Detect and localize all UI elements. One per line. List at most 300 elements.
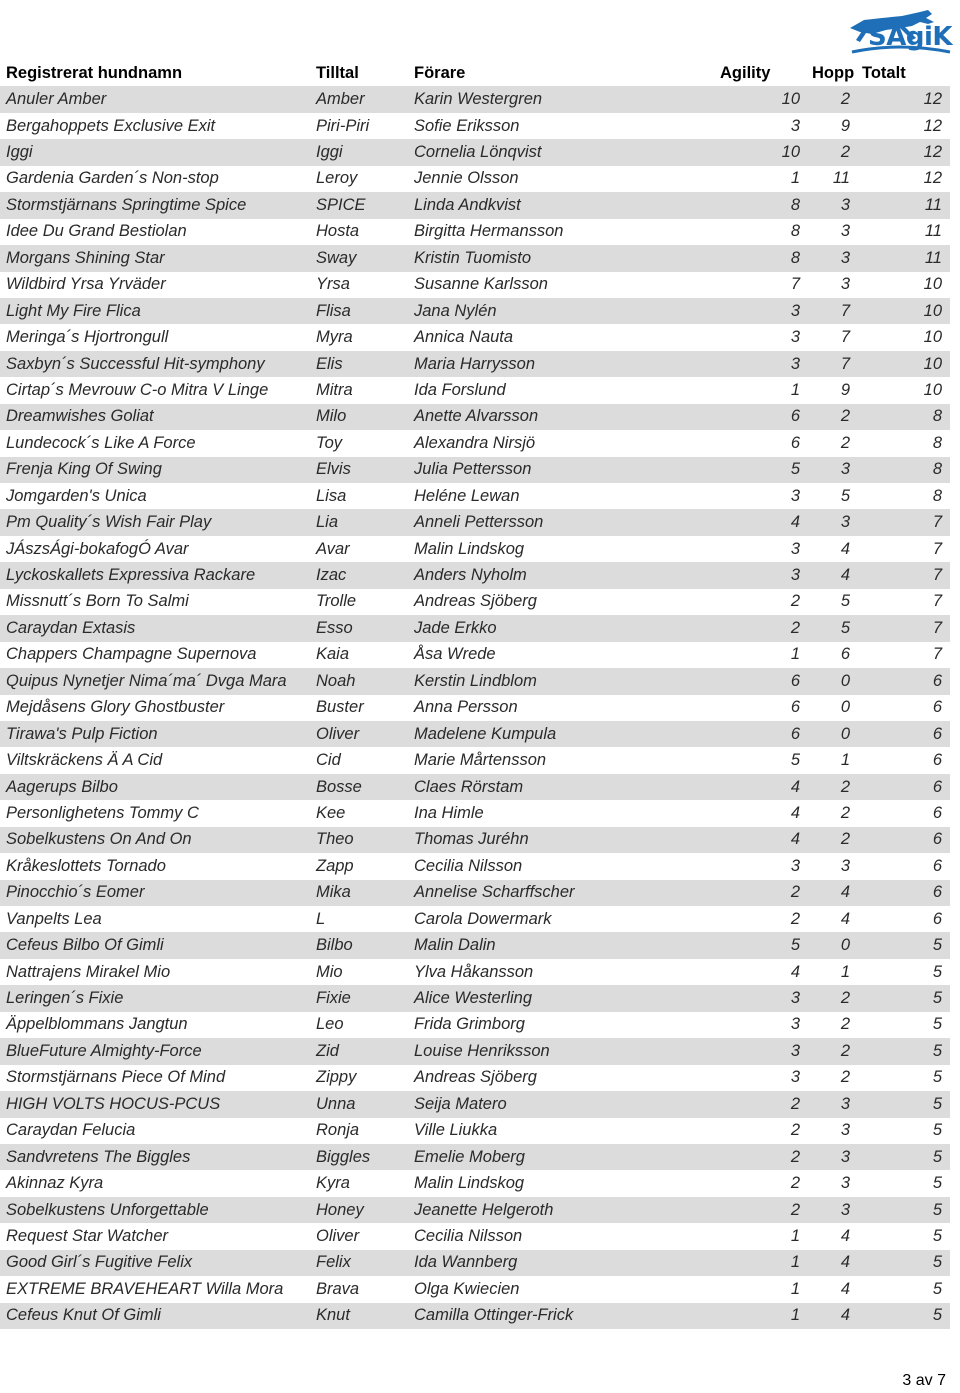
- handler-name: Andreas Sjöberg: [408, 1065, 714, 1091]
- total-score: 7: [856, 589, 950, 615]
- total-score: 10: [856, 351, 950, 377]
- hopp-score: 2: [806, 430, 856, 456]
- dog-name: JÁszsÁgi-bokafogÓ Avar: [0, 536, 310, 562]
- dog-name: Quipus Nynetjer Nima´ma´ Dvga Mara: [0, 668, 310, 694]
- hopp-score: 2: [806, 800, 856, 826]
- page-number: 3 av 7: [902, 1372, 946, 1389]
- table-row: [0, 932, 950, 958]
- results-body: [0, 86, 950, 1329]
- total-score: 5: [856, 1303, 950, 1329]
- dog-name: Äppelblommans Jangtun: [0, 1012, 310, 1038]
- total-score: 12: [856, 139, 950, 165]
- hopp-score: 9: [806, 113, 856, 139]
- handler-name: Malin Lindskog: [408, 1170, 714, 1196]
- hopp-score: 4: [806, 1276, 856, 1302]
- total-score: 5: [856, 1144, 950, 1170]
- hopp-score: 2: [806, 827, 856, 853]
- dog-name: Pm Quality´s Wish Fair Play: [0, 509, 310, 535]
- total-score: 11: [856, 219, 950, 245]
- header-hopp: Hopp: [812, 63, 855, 82]
- total-score: 11: [856, 192, 950, 218]
- call-name: Elvis: [310, 457, 408, 483]
- handler-name: Thomas Juréhn: [408, 827, 714, 853]
- total-score: 6: [856, 853, 950, 879]
- total-score: 5: [856, 1250, 950, 1276]
- hopp-score: 5: [806, 615, 856, 641]
- agility-score: 3: [714, 853, 806, 879]
- handler-name: Jana Nylén: [408, 298, 714, 324]
- handler-name: Malin Dalin: [408, 932, 714, 958]
- agility-score: 3: [714, 324, 806, 350]
- handler-name: Jennie Olsson: [408, 166, 714, 192]
- dog-name: Missnutt´s Born To Salmi: [0, 589, 310, 615]
- table-row: [0, 1223, 950, 1249]
- table-row: [0, 1303, 950, 1329]
- table-row: [0, 721, 950, 747]
- agility-score: 3: [714, 985, 806, 1011]
- table-row: [0, 192, 950, 218]
- handler-name: Jade Erkko: [408, 615, 714, 641]
- agility-score: 8: [714, 192, 806, 218]
- total-score: 5: [856, 985, 950, 1011]
- call-name: Kyra: [310, 1170, 408, 1196]
- table-row: [0, 1038, 950, 1064]
- total-score: 6: [856, 747, 950, 773]
- handler-name: Andreas Sjöberg: [408, 589, 714, 615]
- table-row: [0, 1276, 950, 1302]
- handler-name: Malin Lindskog: [408, 536, 714, 562]
- handler-name: Claes Rörstam: [408, 774, 714, 800]
- total-score: 12: [856, 86, 950, 112]
- hopp-score: 2: [806, 1065, 856, 1091]
- total-score: 10: [856, 377, 950, 403]
- handler-name: Olga Kwiecien: [408, 1276, 714, 1302]
- hopp-score: 3: [806, 219, 856, 245]
- call-name: SPICE: [310, 192, 408, 218]
- hopp-score: 4: [806, 880, 856, 906]
- dog-name: Nattrajens Mirakel Mio: [0, 959, 310, 985]
- agility-score: 6: [714, 721, 806, 747]
- handler-name: Åsa Wrede: [408, 642, 714, 668]
- handler-name: Anna Persson: [408, 695, 714, 721]
- dog-name: Tirawa's Pulp Fiction: [0, 721, 310, 747]
- dog-name: Wildbird Yrsa Yrväder: [0, 272, 310, 298]
- agility-score: 1: [714, 1303, 806, 1329]
- agility-score: 2: [714, 1197, 806, 1223]
- agility-score: 2: [714, 1118, 806, 1144]
- agility-score: 3: [714, 298, 806, 324]
- agility-score: 4: [714, 800, 806, 826]
- agility-score: 2: [714, 1170, 806, 1196]
- table-row: [0, 86, 950, 112]
- call-name: Biggles: [310, 1144, 408, 1170]
- hopp-score: 4: [806, 536, 856, 562]
- total-score: 10: [856, 272, 950, 298]
- call-name: Yrsa: [310, 272, 408, 298]
- agility-score: 2: [714, 880, 806, 906]
- call-name: Noah: [310, 668, 408, 694]
- hopp-score: 7: [806, 351, 856, 377]
- total-score: 8: [856, 483, 950, 509]
- agility-score: 10: [714, 86, 806, 112]
- hopp-score: 2: [806, 139, 856, 165]
- dog-name: Morgans Shining Star: [0, 245, 310, 271]
- hopp-score: 2: [806, 1038, 856, 1064]
- handler-name: Annelise Scharffscher: [408, 880, 714, 906]
- agility-score: 6: [714, 695, 806, 721]
- total-score: 6: [856, 774, 950, 800]
- agility-score: 2: [714, 1091, 806, 1117]
- total-score: 6: [856, 668, 950, 694]
- hopp-score: 3: [806, 1197, 856, 1223]
- call-name: Leo: [310, 1012, 408, 1038]
- hopp-score: 4: [806, 1303, 856, 1329]
- table-row: [0, 1197, 950, 1223]
- total-score: 6: [856, 827, 950, 853]
- agility-score: 1: [714, 1223, 806, 1249]
- hopp-score: 3: [806, 1144, 856, 1170]
- table-row: [0, 1091, 950, 1117]
- hopp-score: 4: [806, 1250, 856, 1276]
- agility-score: 6: [714, 430, 806, 456]
- dog-name: Good Girl´s Fugitive Felix: [0, 1250, 310, 1276]
- handler-name: Karin Westergren: [408, 86, 714, 112]
- agility-score: 2: [714, 615, 806, 641]
- dog-name: Stormstjärnans Springtime Spice: [0, 192, 310, 218]
- handler-name: Emelie Moberg: [408, 1144, 714, 1170]
- call-name: Iggi: [310, 139, 408, 165]
- handler-name: Ida Forslund: [408, 377, 714, 403]
- agility-score: 5: [714, 932, 806, 958]
- total-score: 10: [856, 298, 950, 324]
- dog-name: Cefeus Bilbo Of Gimli: [0, 932, 310, 958]
- call-name: Theo: [310, 827, 408, 853]
- agility-score: 3: [714, 113, 806, 139]
- hopp-score: 3: [806, 1091, 856, 1117]
- hopp-score: 3: [806, 853, 856, 879]
- agility-score: 2: [714, 589, 806, 615]
- dog-name: Idee Du Grand Bestiolan: [0, 219, 310, 245]
- dog-name: EXTREME BRAVEHEART Willa Mora: [0, 1276, 310, 1302]
- agility-score: 3: [714, 536, 806, 562]
- dog-name: Stormstjärnans Piece Of Mind: [0, 1065, 310, 1091]
- total-score: 11: [856, 245, 950, 271]
- handler-name: Birgitta Hermansson: [408, 219, 714, 245]
- handler-name: Ina Himle: [408, 800, 714, 826]
- handler-name: Cornelia Lönqvist: [408, 139, 714, 165]
- hopp-score: 3: [806, 192, 856, 218]
- dog-name: Kråkeslottets Tornado: [0, 853, 310, 879]
- dog-name: Viltskräckens Ä A Cid: [0, 747, 310, 773]
- table-row: [0, 853, 950, 879]
- table-row: [0, 139, 950, 165]
- header-row: [0, 60, 950, 86]
- hopp-score: 2: [806, 985, 856, 1011]
- total-score: 6: [856, 906, 950, 932]
- agility-score: 4: [714, 509, 806, 535]
- agility-score: 6: [714, 404, 806, 430]
- dog-name: Aagerups Bilbo: [0, 774, 310, 800]
- handler-name: Anette Alvarsson: [408, 404, 714, 430]
- table-row: [0, 430, 950, 456]
- handler-name: Louise Henriksson: [408, 1038, 714, 1064]
- call-name: Bosse: [310, 774, 408, 800]
- dog-name: Sobelkustens On And On: [0, 827, 310, 853]
- handler-name: Annica Nauta: [408, 324, 714, 350]
- call-name: Esso: [310, 615, 408, 641]
- call-name: Zippy: [310, 1065, 408, 1091]
- call-name: Myra: [310, 324, 408, 350]
- agility-score: 1: [714, 377, 806, 403]
- call-name: Honey: [310, 1197, 408, 1223]
- handler-name: Ylva Håkansson: [408, 959, 714, 985]
- hopp-score: 4: [806, 562, 856, 588]
- table-row: [0, 668, 950, 694]
- call-name: Mitra: [310, 377, 408, 403]
- total-score: 12: [856, 166, 950, 192]
- table-row: [0, 113, 950, 139]
- table-row: [0, 959, 950, 985]
- total-score: 6: [856, 800, 950, 826]
- agility-score: 8: [714, 245, 806, 271]
- table-row: [0, 906, 950, 932]
- call-name: Piri-Piri: [310, 113, 408, 139]
- hopp-score: 0: [806, 721, 856, 747]
- dog-name: Saxbyn´s Successful Hit-symphony: [0, 351, 310, 377]
- call-name: Trolle: [310, 589, 408, 615]
- dog-name: HIGH VOLTS HOCUS-PCUS: [0, 1091, 310, 1117]
- agility-score: 3: [714, 1038, 806, 1064]
- agility-score: 7: [714, 272, 806, 298]
- table-row: [0, 1250, 950, 1276]
- hopp-score: 3: [806, 272, 856, 298]
- table-row: [0, 298, 950, 324]
- total-score: 12: [856, 113, 950, 139]
- total-score: 5: [856, 1223, 950, 1249]
- call-name: Amber: [310, 86, 408, 112]
- table-row: [0, 166, 950, 192]
- call-name: Kee: [310, 800, 408, 826]
- agility-score: 3: [714, 351, 806, 377]
- handler-name: Linda Andkvist: [408, 192, 714, 218]
- total-score: 7: [856, 536, 950, 562]
- table-row: [0, 219, 950, 245]
- call-name: Mio: [310, 959, 408, 985]
- call-name: Lisa: [310, 483, 408, 509]
- call-name: Zapp: [310, 853, 408, 879]
- dog-name: Light My Fire Flica: [0, 298, 310, 324]
- call-name: Buster: [310, 695, 408, 721]
- hopp-score: 1: [806, 747, 856, 773]
- dog-name: BlueFuture Almighty-Force: [0, 1038, 310, 1064]
- table-row: [0, 747, 950, 773]
- total-score: 8: [856, 430, 950, 456]
- agility-score: 10: [714, 139, 806, 165]
- call-name: Oliver: [310, 721, 408, 747]
- header-total: Totalt: [862, 63, 906, 82]
- hopp-score: 0: [806, 695, 856, 721]
- table-row: [0, 985, 950, 1011]
- table-row: [0, 245, 950, 271]
- call-name: Elis: [310, 351, 408, 377]
- total-score: 5: [856, 932, 950, 958]
- agility-score: 8: [714, 219, 806, 245]
- call-name: Hosta: [310, 219, 408, 245]
- total-score: 6: [856, 695, 950, 721]
- handler-name: Seija Matero: [408, 1091, 714, 1117]
- dog-name: Personlighetens Tommy C: [0, 800, 310, 826]
- header-agility: Agility: [720, 63, 771, 82]
- handler-name: Madelene Kumpula: [408, 721, 714, 747]
- handler-name: Marie Mårtensson: [408, 747, 714, 773]
- dog-name: Pinocchio´s Eomer: [0, 880, 310, 906]
- hopp-score: 11: [806, 166, 856, 192]
- dog-name: Vanpelts Lea: [0, 906, 310, 932]
- call-name: Knut: [310, 1303, 408, 1329]
- table-row: [0, 272, 950, 298]
- total-score: 7: [856, 509, 950, 535]
- call-name: Sway: [310, 245, 408, 271]
- call-name: Izac: [310, 562, 408, 588]
- total-score: 6: [856, 721, 950, 747]
- table-row: [0, 562, 950, 588]
- dog-name: Cirtap´s Mevrouw C-o Mitra V Linge: [0, 377, 310, 403]
- total-score: 5: [856, 1065, 950, 1091]
- hopp-score: 7: [806, 324, 856, 350]
- dog-name: Gardenia Garden´s Non-stop: [0, 166, 310, 192]
- table-row: [0, 589, 950, 615]
- handler-name: Kerstin Lindblom: [408, 668, 714, 694]
- handler-name: Jeanette Helgeroth: [408, 1197, 714, 1223]
- hopp-score: 2: [806, 404, 856, 430]
- hopp-score: 0: [806, 668, 856, 694]
- call-name: Avar: [310, 536, 408, 562]
- hopp-score: 1: [806, 959, 856, 985]
- dog-name: Leringen´s Fixie: [0, 985, 310, 1011]
- table-row: [0, 1144, 950, 1170]
- agility-score: 6: [714, 668, 806, 694]
- table-row: [0, 827, 950, 853]
- total-score: 7: [856, 562, 950, 588]
- hopp-score: 3: [806, 1118, 856, 1144]
- agility-score: 4: [714, 827, 806, 853]
- table-row: [0, 1012, 950, 1038]
- total-score: 8: [856, 404, 950, 430]
- call-name: Zid: [310, 1038, 408, 1064]
- handler-name: Sofie Eriksson: [408, 113, 714, 139]
- hopp-score: 2: [806, 1012, 856, 1038]
- agility-score: 4: [714, 774, 806, 800]
- agility-score: 2: [714, 1144, 806, 1170]
- call-name: Brava: [310, 1276, 408, 1302]
- agility-score: 2: [714, 906, 806, 932]
- hopp-score: 3: [806, 457, 856, 483]
- dog-name: Request Star Watcher: [0, 1223, 310, 1249]
- call-name: Cid: [310, 747, 408, 773]
- table-row: [0, 1170, 950, 1196]
- hopp-score: 6: [806, 642, 856, 668]
- total-score: 5: [856, 1118, 950, 1144]
- dog-name: Sandvretens The Biggles: [0, 1144, 310, 1170]
- table-row: [0, 695, 950, 721]
- total-score: 5: [856, 1091, 950, 1117]
- hopp-score: 2: [806, 86, 856, 112]
- header-call-name: Tilltal: [316, 63, 359, 82]
- agility-score: 5: [714, 457, 806, 483]
- table-row: [0, 404, 950, 430]
- call-name: Toy: [310, 430, 408, 456]
- total-score: 6: [856, 880, 950, 906]
- call-name: Mika: [310, 880, 408, 906]
- table-row: [0, 642, 950, 668]
- call-name: L: [310, 906, 408, 932]
- handler-name: Heléne Lewan: [408, 483, 714, 509]
- agility-score: 4: [714, 959, 806, 985]
- table-row: [0, 1118, 950, 1144]
- agility-score: 3: [714, 1012, 806, 1038]
- hopp-score: 9: [806, 377, 856, 403]
- dog-name: Sobelkustens Unforgettable: [0, 1197, 310, 1223]
- total-score: 5: [856, 1012, 950, 1038]
- agility-score: 3: [714, 1065, 806, 1091]
- handler-name: Frida Grimborg: [408, 1012, 714, 1038]
- handler-name: Alice Westerling: [408, 985, 714, 1011]
- hopp-score: 3: [806, 1170, 856, 1196]
- call-name: Lia: [310, 509, 408, 535]
- total-score: 5: [856, 1276, 950, 1302]
- dog-name: Meringa´s Hjortrongull: [0, 324, 310, 350]
- handler-name: Julia Pettersson: [408, 457, 714, 483]
- hopp-score: 4: [806, 1223, 856, 1249]
- call-name: Felix: [310, 1250, 408, 1276]
- results-table: [0, 60, 950, 1329]
- handler-name: Anders Nyholm: [408, 562, 714, 588]
- dog-name: Lundecock´s Like A Force: [0, 430, 310, 456]
- agility-score: 1: [714, 166, 806, 192]
- call-name: Oliver: [310, 1223, 408, 1249]
- table-row: [0, 880, 950, 906]
- agility-score: 5: [714, 747, 806, 773]
- call-name: Kaia: [310, 642, 408, 668]
- hopp-score: 7: [806, 298, 856, 324]
- header-handler: Förare: [414, 63, 466, 82]
- dog-name: Akinnaz Kyra: [0, 1170, 310, 1196]
- total-score: 7: [856, 642, 950, 668]
- header-name: Registrerat hundnamn: [6, 63, 183, 82]
- table-row: [0, 457, 950, 483]
- total-score: 5: [856, 1038, 950, 1064]
- total-score: 5: [856, 959, 950, 985]
- table-row: [0, 800, 950, 826]
- table-row: [0, 774, 950, 800]
- dog-name: Chappers Champagne Supernova: [0, 642, 310, 668]
- dog-name: Dreamwishes Goliat: [0, 404, 310, 430]
- handler-name: Camilla Ottinger-Frick: [408, 1303, 714, 1329]
- total-score: 5: [856, 1170, 950, 1196]
- table-row: [0, 324, 950, 350]
- handler-name: Ville Liukka: [408, 1118, 714, 1144]
- hopp-score: 5: [806, 589, 856, 615]
- total-score: 10: [856, 324, 950, 350]
- handler-name: Alexandra Nirsjö: [408, 430, 714, 456]
- total-score: 5: [856, 1197, 950, 1223]
- handler-name: Maria Harrysson: [408, 351, 714, 377]
- table-row: [0, 351, 950, 377]
- agility-score: 1: [714, 1250, 806, 1276]
- hopp-score: 5: [806, 483, 856, 509]
- handler-name: Ida Wannberg: [408, 1250, 714, 1276]
- agility-score: 1: [714, 1276, 806, 1302]
